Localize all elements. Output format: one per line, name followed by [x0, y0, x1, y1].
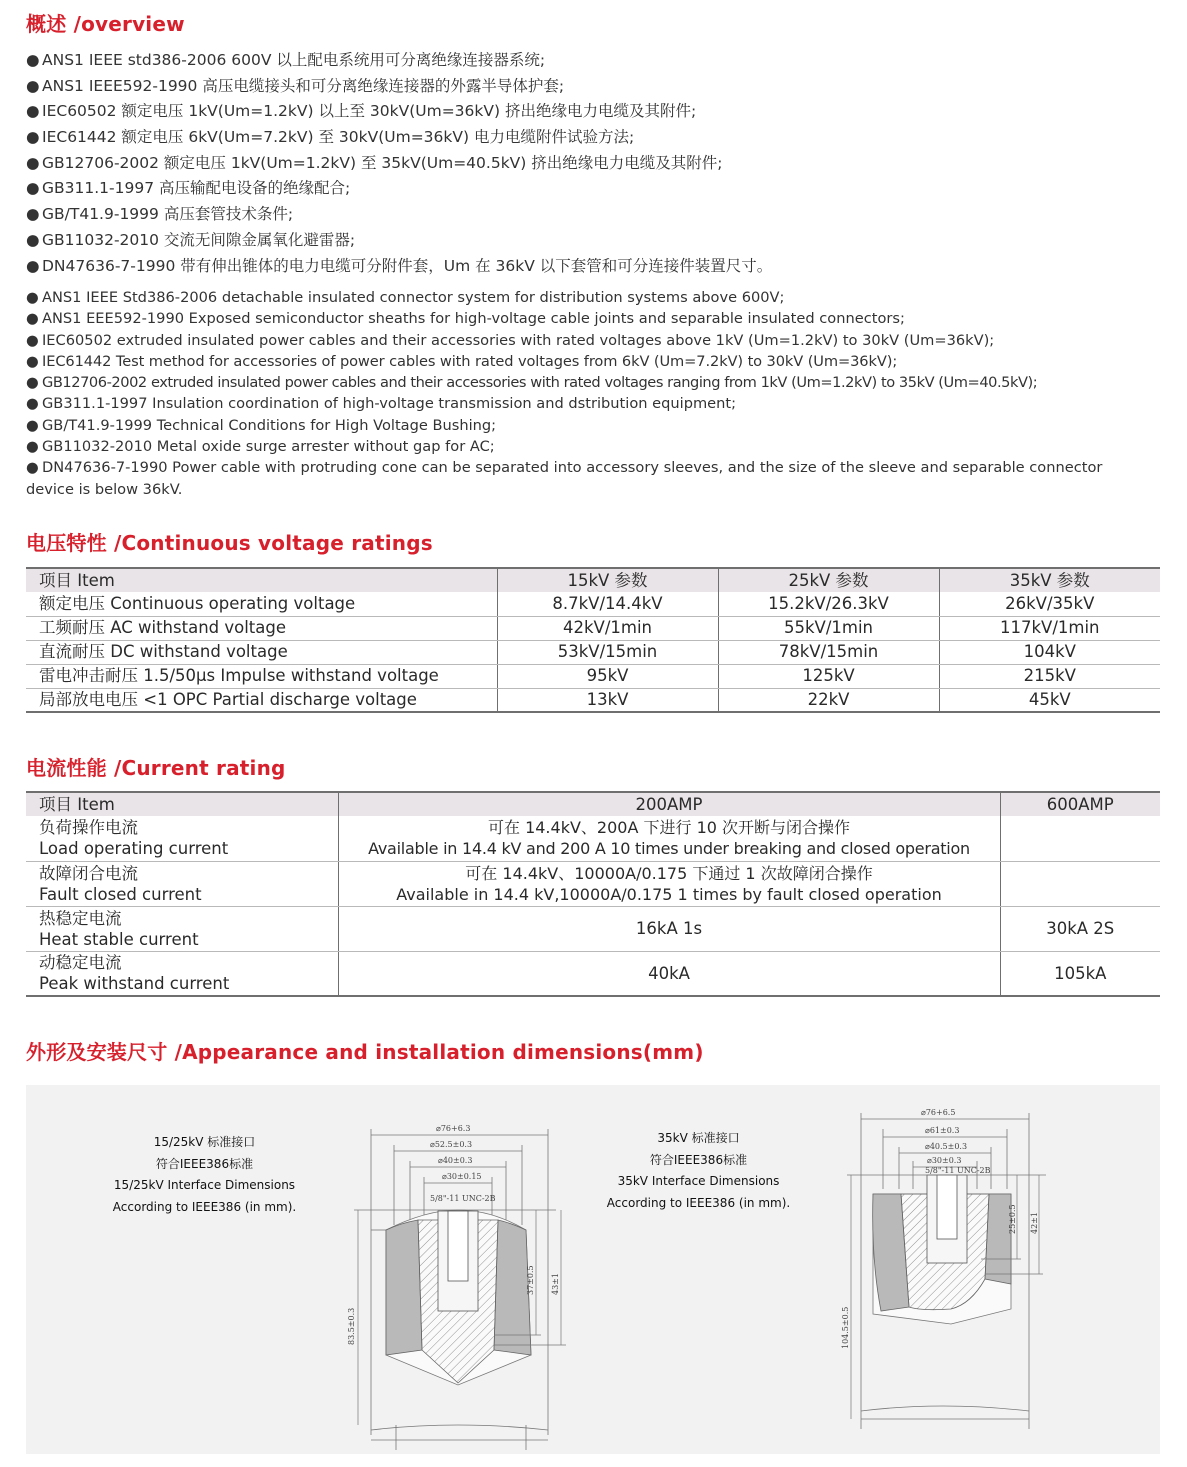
- table-cell: 53kV/15min: [497, 640, 718, 664]
- table-row: [26, 640, 1160, 664]
- table-cell: 104kV: [939, 640, 1160, 664]
- table-cell: [1000, 816, 1160, 861]
- table-cell: 可在 14.4kV、200A 下进行 10 次开断与闭合操作 Available in 14.4 kV and 200 A 10 times under breaking and closed operation: [338, 816, 1000, 861]
- table-row: [26, 592, 1160, 616]
- table-cell: 125kV: [718, 664, 939, 688]
- dimension-label: ⌀76+6.3: [436, 1124, 471, 1133]
- dimension-label: ⌀40±0.3: [438, 1156, 473, 1165]
- table-cell: 40kA: [338, 951, 1000, 996]
- list-item: ● IEC60502 extruded insulated power cables and their accessories with rated voltages above 1kV (Um=1.2kV) to 30kV (Um=36kV);: [26, 331, 995, 349]
- table-cell: 工频耐压 AC withstand voltage: [26, 616, 497, 640]
- list-item: ● GB/T41.9-1999 高压套管技术条件;: [26, 205, 294, 224]
- dimension-label: ⌀52.5±0.3: [430, 1140, 473, 1149]
- column-header: 35kV 参数: [939, 568, 1160, 592]
- table-cell: 42kV/1min: [497, 616, 718, 640]
- figure-caption-35kv: 35kV 标准接口 符合IEEE386标准 35kV Interface Dimensions According to IEEE386 (in mm).: [606, 1131, 791, 1210]
- list-item: ● ANS1 EEE592-1990 Exposed semiconductor sheaths for high-voltage cable joints and separable insulated connectors;: [26, 310, 905, 328]
- overview-title: 概述 /overview: [26, 12, 185, 36]
- list-item: ● ANS1 IEEE Std386-2006 detachable insulated connector system for distribution systems above 600V;: [26, 289, 785, 306]
- dimension-label: ⌀61±0.3: [925, 1126, 960, 1135]
- list-item: ● GB11032-2010 交流无间隙金属氧化避雷器;: [26, 230, 356, 249]
- list-item: ● DN47636-7-1990 Power cable with protruding cone can be separated into accessory sleeves, and the size of the sleeve and separable connector device is below 36kV.: [26, 459, 1103, 498]
- dimension-label: ⌀30±0.3: [927, 1156, 962, 1165]
- table-cell: 117kV/1min: [939, 616, 1160, 640]
- dimension-label: ⌀76+6.5: [921, 1108, 956, 1117]
- dimensions-title: 外形及安装尺寸 /Appearance and installation dimensions(mm): [26, 1040, 704, 1064]
- table-cell: 16kA 1s: [338, 906, 1000, 951]
- dimension-label: 104.5±0.5: [841, 1306, 850, 1349]
- table-cell: 额定电压 Continuous operating voltage: [26, 592, 497, 616]
- column-header: 25kV 参数: [718, 568, 939, 592]
- column-header: 项目 Item: [26, 568, 497, 592]
- table-cell: 局部放电电压 <1 OPC Partial discharge voltage: [26, 688, 497, 712]
- table-row: [26, 861, 1160, 906]
- table-cell: [1000, 861, 1160, 906]
- list-item: ● GB12706-2002 extruded insulated power cables and their accessories with rated voltages ranging from 1kV (Um=1.2kV) to 35kV (Um=40.5kV);: [26, 374, 1038, 392]
- list-item: ● DN47636-7-1990 带有伸出锥体的电力电缆可分附件套，Um 在 36kV 以下套管和可分连接件装置尺寸。: [26, 256, 773, 275]
- current-table: [26, 791, 1160, 997]
- dimension-label: ⌀40.5±0.3: [925, 1142, 968, 1151]
- table-row: [26, 906, 1160, 951]
- column-header: 600AMP: [1000, 792, 1160, 816]
- list-item: ● GB11032-2010 Metal oxide surge arrester without gap for AC;: [26, 438, 495, 456]
- list-item: ● GB12706-2002 额定电压 1kV(Um=1.2kV) 至 35kV(Um=40.5kV) 挤出绝缘电力电缆及其附件;: [26, 153, 723, 172]
- list-item: ● GB311.1-1997 Insulation coordination of high-voltage transmission and dstribution equipment;: [26, 395, 737, 413]
- table-row: [26, 664, 1160, 688]
- table-row: [26, 951, 1160, 996]
- table-cell: 215kV: [939, 664, 1160, 688]
- table-cell: 直流耐压 DC withstand voltage: [26, 640, 497, 664]
- voltage-table: [26, 567, 1160, 713]
- table-cell: 30kA 2S: [1000, 906, 1160, 951]
- table-cell: 45kV: [939, 688, 1160, 712]
- dimension-label: 5/8"-11 UNC-2B: [430, 1194, 496, 1203]
- dimension-label: ⌀30±0.15: [442, 1172, 482, 1181]
- table-cell: 55kV/1min: [718, 616, 939, 640]
- table-cell: 雷电冲击耐压 1.5/50μs Impulse withstand voltage: [26, 664, 497, 688]
- dimension-label: 83.5±0.3: [347, 1307, 356, 1345]
- table-row: [26, 816, 1160, 861]
- column-header: 200AMP: [338, 792, 1000, 816]
- list-item: ● IEC60502 额定电压 1kV(Um=1.2kV) 以上至 30kV(Um=36kV) 挤出绝缘电力电缆及其附件;: [26, 102, 697, 121]
- list-item: ● GB311.1-1997 高压输配电设备的绝缘配合;: [26, 179, 351, 198]
- table-cell: 26kV/35kV: [939, 592, 1160, 616]
- table-cell: 22kV: [718, 688, 939, 712]
- dimensions-figure-panel: [26, 1085, 1160, 1454]
- table-cell: 105kA: [1000, 951, 1160, 996]
- table-header-row: [26, 792, 1160, 816]
- list-item: ● ANS1 IEEE592-1990 高压电缆接头和可分离绝缘连接器的外露半导体护套;: [26, 76, 565, 95]
- table-cell: 95kV: [497, 664, 718, 688]
- table-cell: 动稳定电流 Peak withstand current: [26, 951, 338, 996]
- column-header: 项目 Item: [26, 792, 338, 816]
- overview-en-list: [26, 287, 1136, 500]
- dimension-label: 5/8"-11 UNC-2B: [925, 1166, 991, 1175]
- table-cell: 78kV/15min: [718, 640, 939, 664]
- dimension-label: 42±1: [1030, 1212, 1039, 1234]
- list-item: ● ANS1 IEEE std386-2006 600V 以上配电系统用可分离绝缘连接器系统;: [26, 51, 546, 69]
- interface-drawing-15-25kv: [326, 1105, 606, 1450]
- dimension-label: 43±1: [551, 1273, 560, 1295]
- voltage-title: 电压特性 /Continuous voltage ratings: [26, 531, 433, 555]
- table-row: [26, 616, 1160, 640]
- overview-cn-list: [26, 48, 772, 279]
- table-cell: 故障闭合电流 Fault closed current: [26, 861, 338, 906]
- list-item: ● GB/T41.9-1999 Technical Conditions for High Voltage Bushing;: [26, 416, 497, 434]
- table-row: [26, 688, 1160, 712]
- table-cell: 15.2kV/26.3kV: [718, 592, 939, 616]
- table-cell: 8.7kV/14.4kV: [497, 592, 718, 616]
- current-title: 电流性能 /Current rating: [26, 756, 286, 780]
- dimension-label: 37±0.5: [526, 1265, 535, 1295]
- table-cell: 热稳定电流 Heat stable current: [26, 906, 338, 951]
- column-header: 15kV 参数: [497, 568, 718, 592]
- table-cell: 13kV: [497, 688, 718, 712]
- interface-drawing-35kv: [821, 1099, 1046, 1444]
- list-item: ● IEC61442 额定电压 6kV(Um=7.2kV) 至 30kV(Um=36kV) 电力电缆附件试验方法;: [26, 128, 635, 147]
- table-cell: 负荷操作电流 Load operating current: [26, 816, 338, 861]
- dimension-label: 25±0.5: [1008, 1204, 1017, 1234]
- table-header-row: [26, 568, 1160, 592]
- list-item: ● IEC61442 Test method for accessories of power cables with rated voltages from 6kV (Um=7.2kV) to 30kV (Um=36kV);: [26, 352, 898, 370]
- figure-caption-15-25kv: 15/25kV 标准接口 符合IEEE386标准 15/25kV Interface Dimensions According to IEEE386 (in mm).: [112, 1135, 297, 1214]
- table-cell: 可在 14.4kV、10000A/0.175 下通过 1 次故障闭合操作 Available in 14.4 kV,10000A/0.175 1 times by fault closed operation: [338, 861, 1000, 906]
